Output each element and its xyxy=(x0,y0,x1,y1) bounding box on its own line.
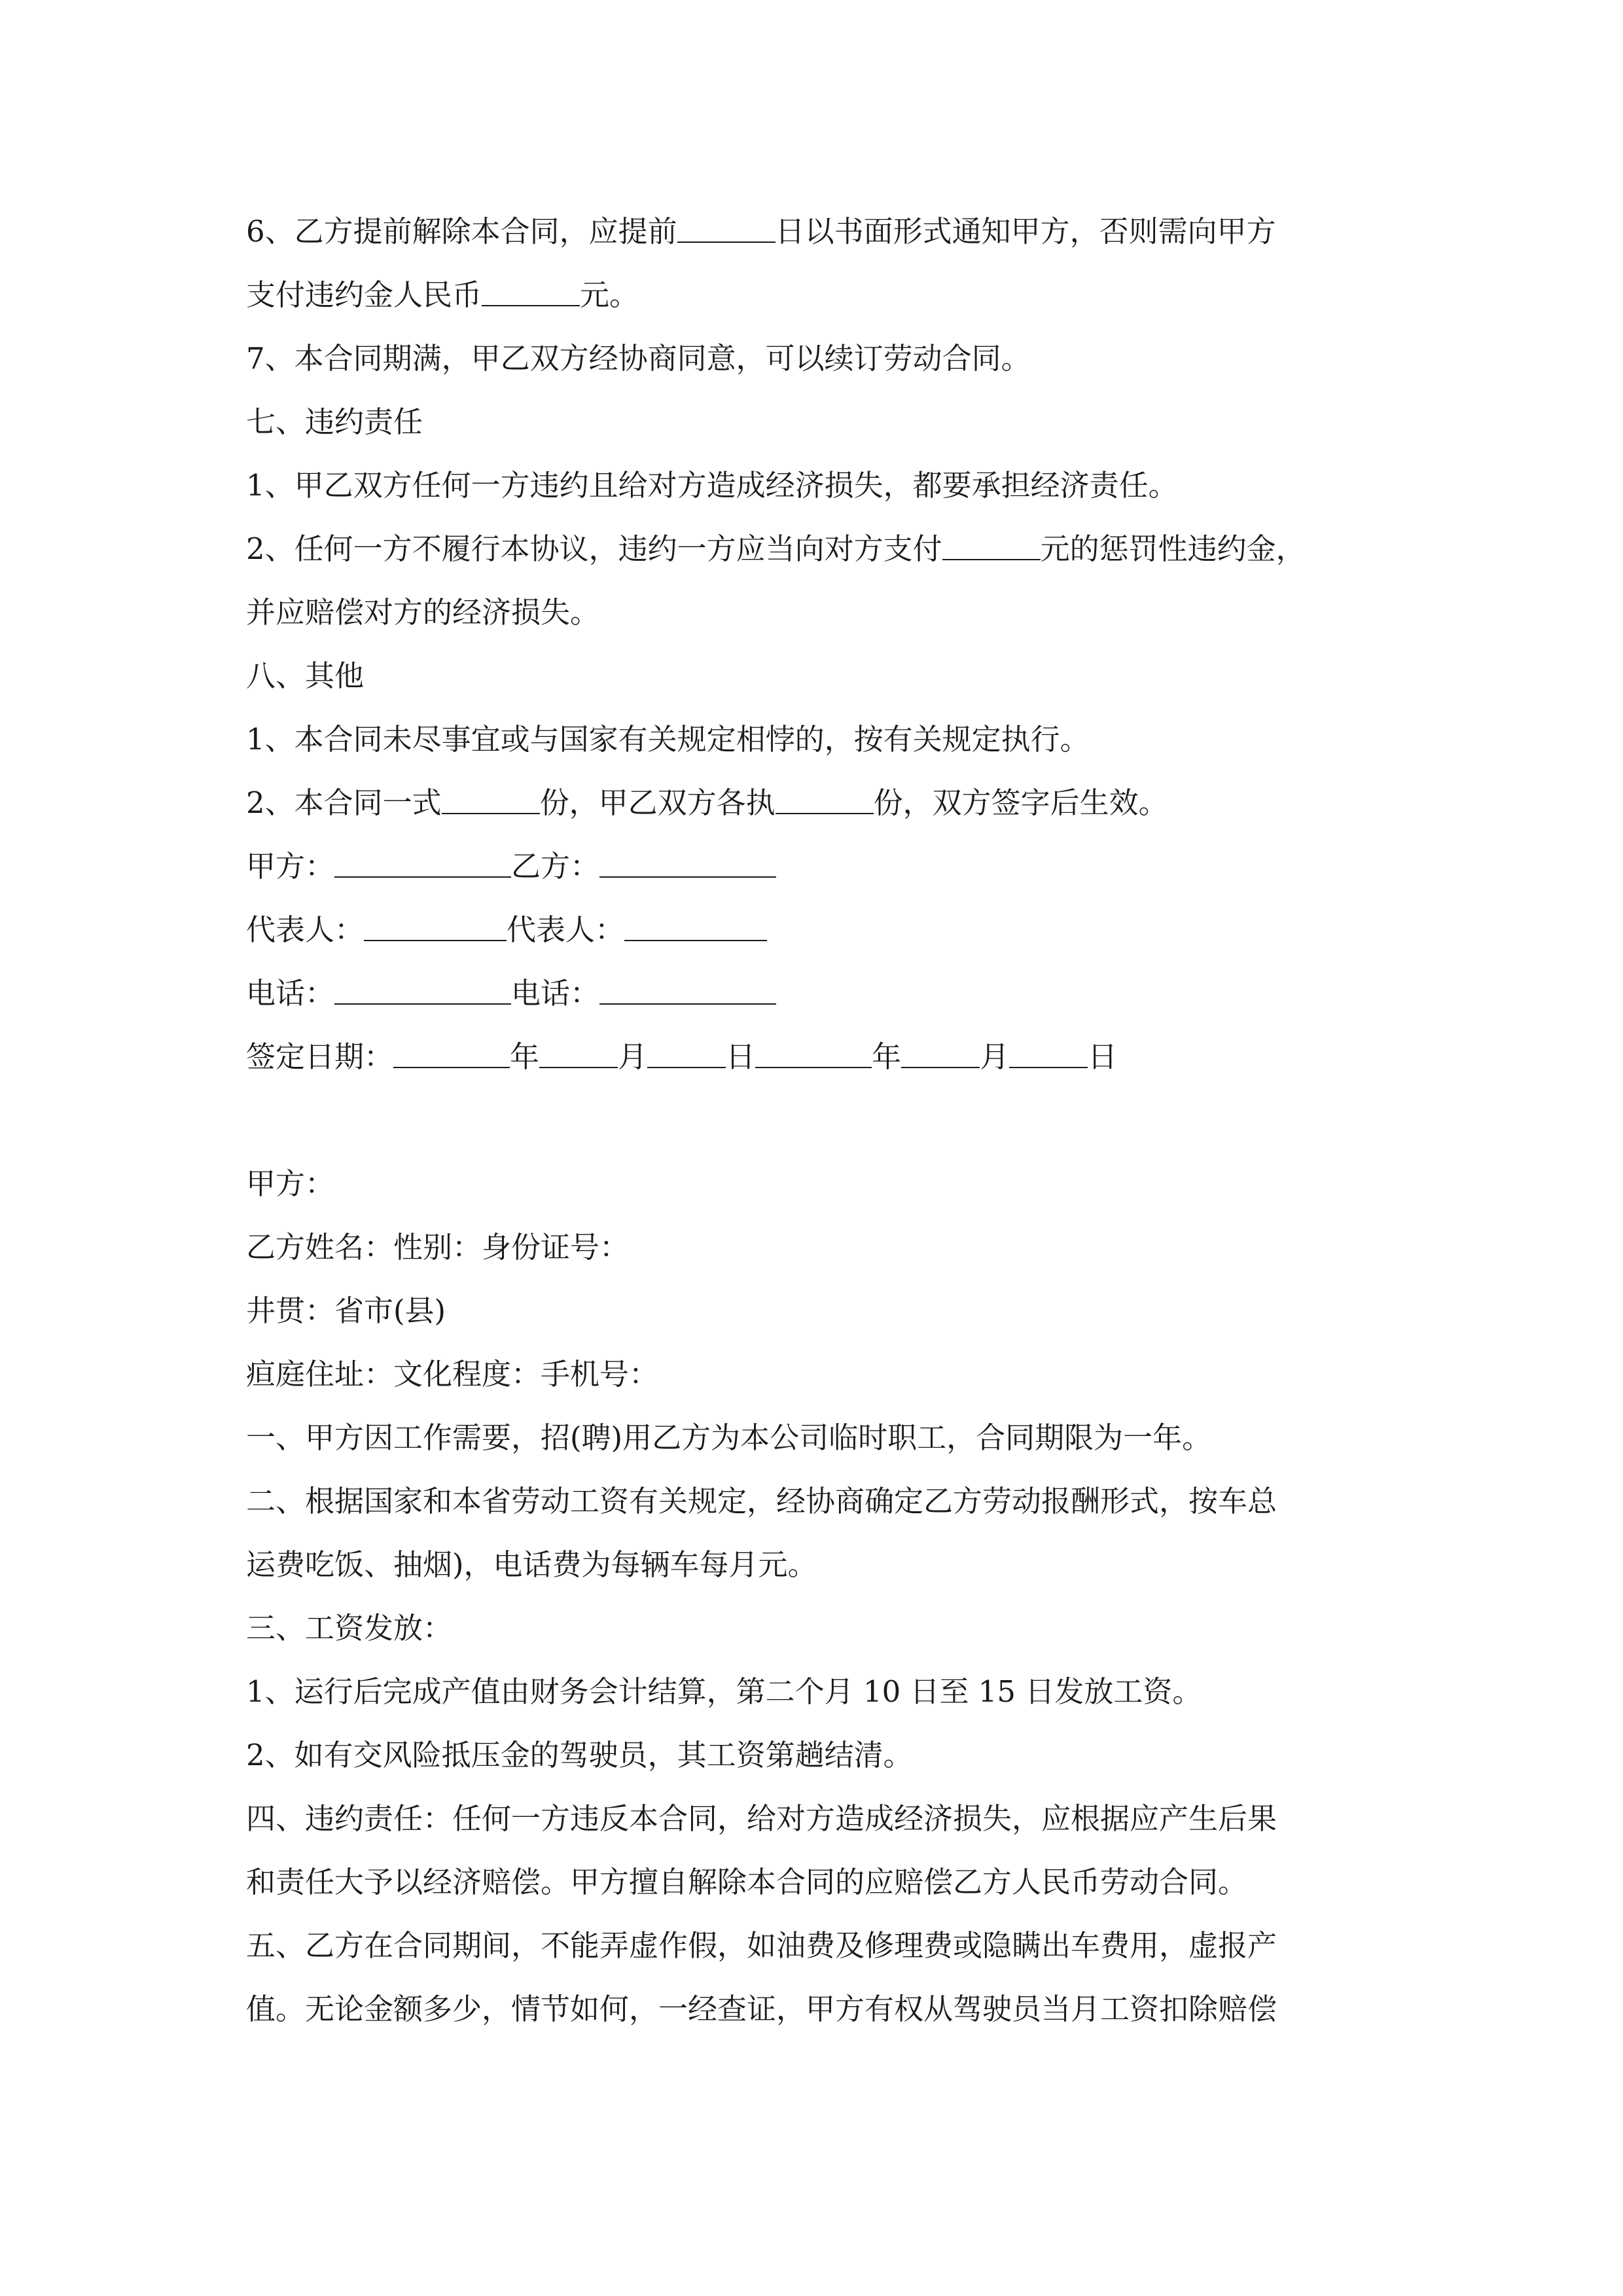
blank-amount xyxy=(482,276,580,306)
blank-day-b xyxy=(1009,1038,1088,1068)
text: 电话： xyxy=(511,976,600,1011)
blank-days xyxy=(677,213,776,243)
blank-copies xyxy=(442,784,540,814)
section-8-heading: 八、其他 xyxy=(246,658,365,693)
contract2-clause-4-line-2: 和责任大予以经济赔偿。甲方擅自解除本合同的应赔偿乙方人民币劳动合同。 xyxy=(246,1865,1248,1899)
blank-month-a xyxy=(539,1038,618,1068)
text: 元。 xyxy=(580,278,639,312)
contract2-party-b-info: 乙方姓名：性别：身份证号： xyxy=(246,1230,630,1265)
section-8-item-1: 1、本合同未尽事宜或与国家有关规定相悖的，按有关规定执行。 xyxy=(246,722,1090,757)
contract2-clause-2-line-2: 运费吃饭、抽烟)，电话费为每辆车每月元。 xyxy=(246,1547,817,1582)
section-8-item-2 xyxy=(246,771,1385,834)
text: 日以书面形式通知甲方，否则需向甲方 xyxy=(775,214,1276,249)
signature-date-line xyxy=(246,1025,1385,1088)
text: 份，双方签字后生效。 xyxy=(873,785,1168,820)
contract2-clause-3-item-2: 2、如有交风险抵压金的驾驶员，其工资第趟结清。 xyxy=(246,1738,913,1772)
text: 日 xyxy=(726,1039,756,1074)
blank-rep-a xyxy=(364,911,507,941)
text: 日 xyxy=(1088,1039,1118,1074)
text: 签定日期： xyxy=(246,1039,394,1074)
spacer xyxy=(246,1088,1385,1152)
text: 支付违约金人民币 xyxy=(246,278,482,312)
clause-6-line-2 xyxy=(246,263,1385,327)
contract2-clause-4-line-1: 四、违约责任：任何一方违反本合同，给对方造成经济损失，应根据应产生后果 xyxy=(246,1801,1277,1836)
contract2-clause-3-heading: 三、工资发放： xyxy=(246,1611,453,1645)
contract2-clause-5-line-2: 值。无论金额多少，情节如何，一经查证，甲方有权从驾驶员当月工资扣除赔偿 xyxy=(246,1992,1277,2026)
text: 年 xyxy=(510,1039,540,1074)
text: 乙方： xyxy=(511,849,600,884)
signature-rep-line xyxy=(246,898,1385,961)
contract2-origin: 井贯：省市(县) xyxy=(246,1293,446,1328)
text: 6、乙方提前解除本合同，应提前 xyxy=(246,214,677,249)
contract2-address: 疸庭住址：文化程度：手机号： xyxy=(246,1357,659,1391)
blank-phone-a xyxy=(334,975,511,1005)
contract2-clause-3-item-1: 1、运行后完成产值由财务会计结算，第二个月 10 日至 15 日发放工资。 xyxy=(246,1674,1202,1709)
blank-year-a xyxy=(393,1038,510,1068)
text: 2、任何一方不履行本协议，违约一方应当向对方支付 xyxy=(246,531,942,566)
document-body xyxy=(246,200,1385,2041)
blank-phone-b xyxy=(599,975,776,1005)
blank-party-b xyxy=(599,848,776,878)
blank-year-b xyxy=(755,1038,872,1068)
text: 代表人： xyxy=(246,912,365,947)
text: 份，甲乙双方各执 xyxy=(539,785,776,820)
blank-day-a xyxy=(647,1038,726,1068)
text: 电话： xyxy=(246,976,335,1011)
blank-copies-each xyxy=(776,784,874,814)
text: 元的惩罚性违约金， xyxy=(1040,531,1306,566)
contract2-clause-2-line-1: 二、根据国家和本省劳动工资有关规定，经协商确定乙方劳动报酬形式，按车总 xyxy=(246,1484,1277,1518)
contract2-clause-1: 一、甲方因工作需要，招(聘)用乙方为本公司临时职工，合同期限为一年。 xyxy=(246,1420,1212,1455)
text: 年 xyxy=(872,1039,902,1074)
text: 代表人： xyxy=(507,912,625,947)
blank-rep-b xyxy=(624,911,767,941)
blank-party-a xyxy=(334,848,511,878)
section-7-item-1: 1、甲乙双方任何一方违约且给对方造成经济损失，都要承担经济责任。 xyxy=(246,468,1178,503)
clause-7: 7、本合同期满，甲乙双方经协商同意，可以续订劳动合同。 xyxy=(246,341,1031,376)
section-7-item-2-line-1 xyxy=(246,517,1385,581)
section-7-item-2-line-2: 并应赔偿对方的经济损失。 xyxy=(246,595,600,630)
blank-penalty xyxy=(942,530,1041,560)
contract2-party-a: 甲方： xyxy=(246,1166,335,1201)
clause-6-line-1 xyxy=(246,200,1385,263)
text: 月 xyxy=(618,1039,648,1074)
text: 月 xyxy=(980,1039,1010,1074)
text: 2、本合同一式 xyxy=(246,785,442,820)
section-7-heading: 七、违约责任 xyxy=(246,404,423,439)
text: 甲方： xyxy=(246,849,335,884)
contract2-clause-5-line-1: 五、乙方在合同期间，不能弄虚作假，如油费及修理费或隐瞒出车费用，虚报产 xyxy=(246,1928,1277,1963)
signature-phone-line xyxy=(246,961,1385,1025)
blank-month-b xyxy=(901,1038,980,1068)
signature-party-line xyxy=(246,834,1385,898)
